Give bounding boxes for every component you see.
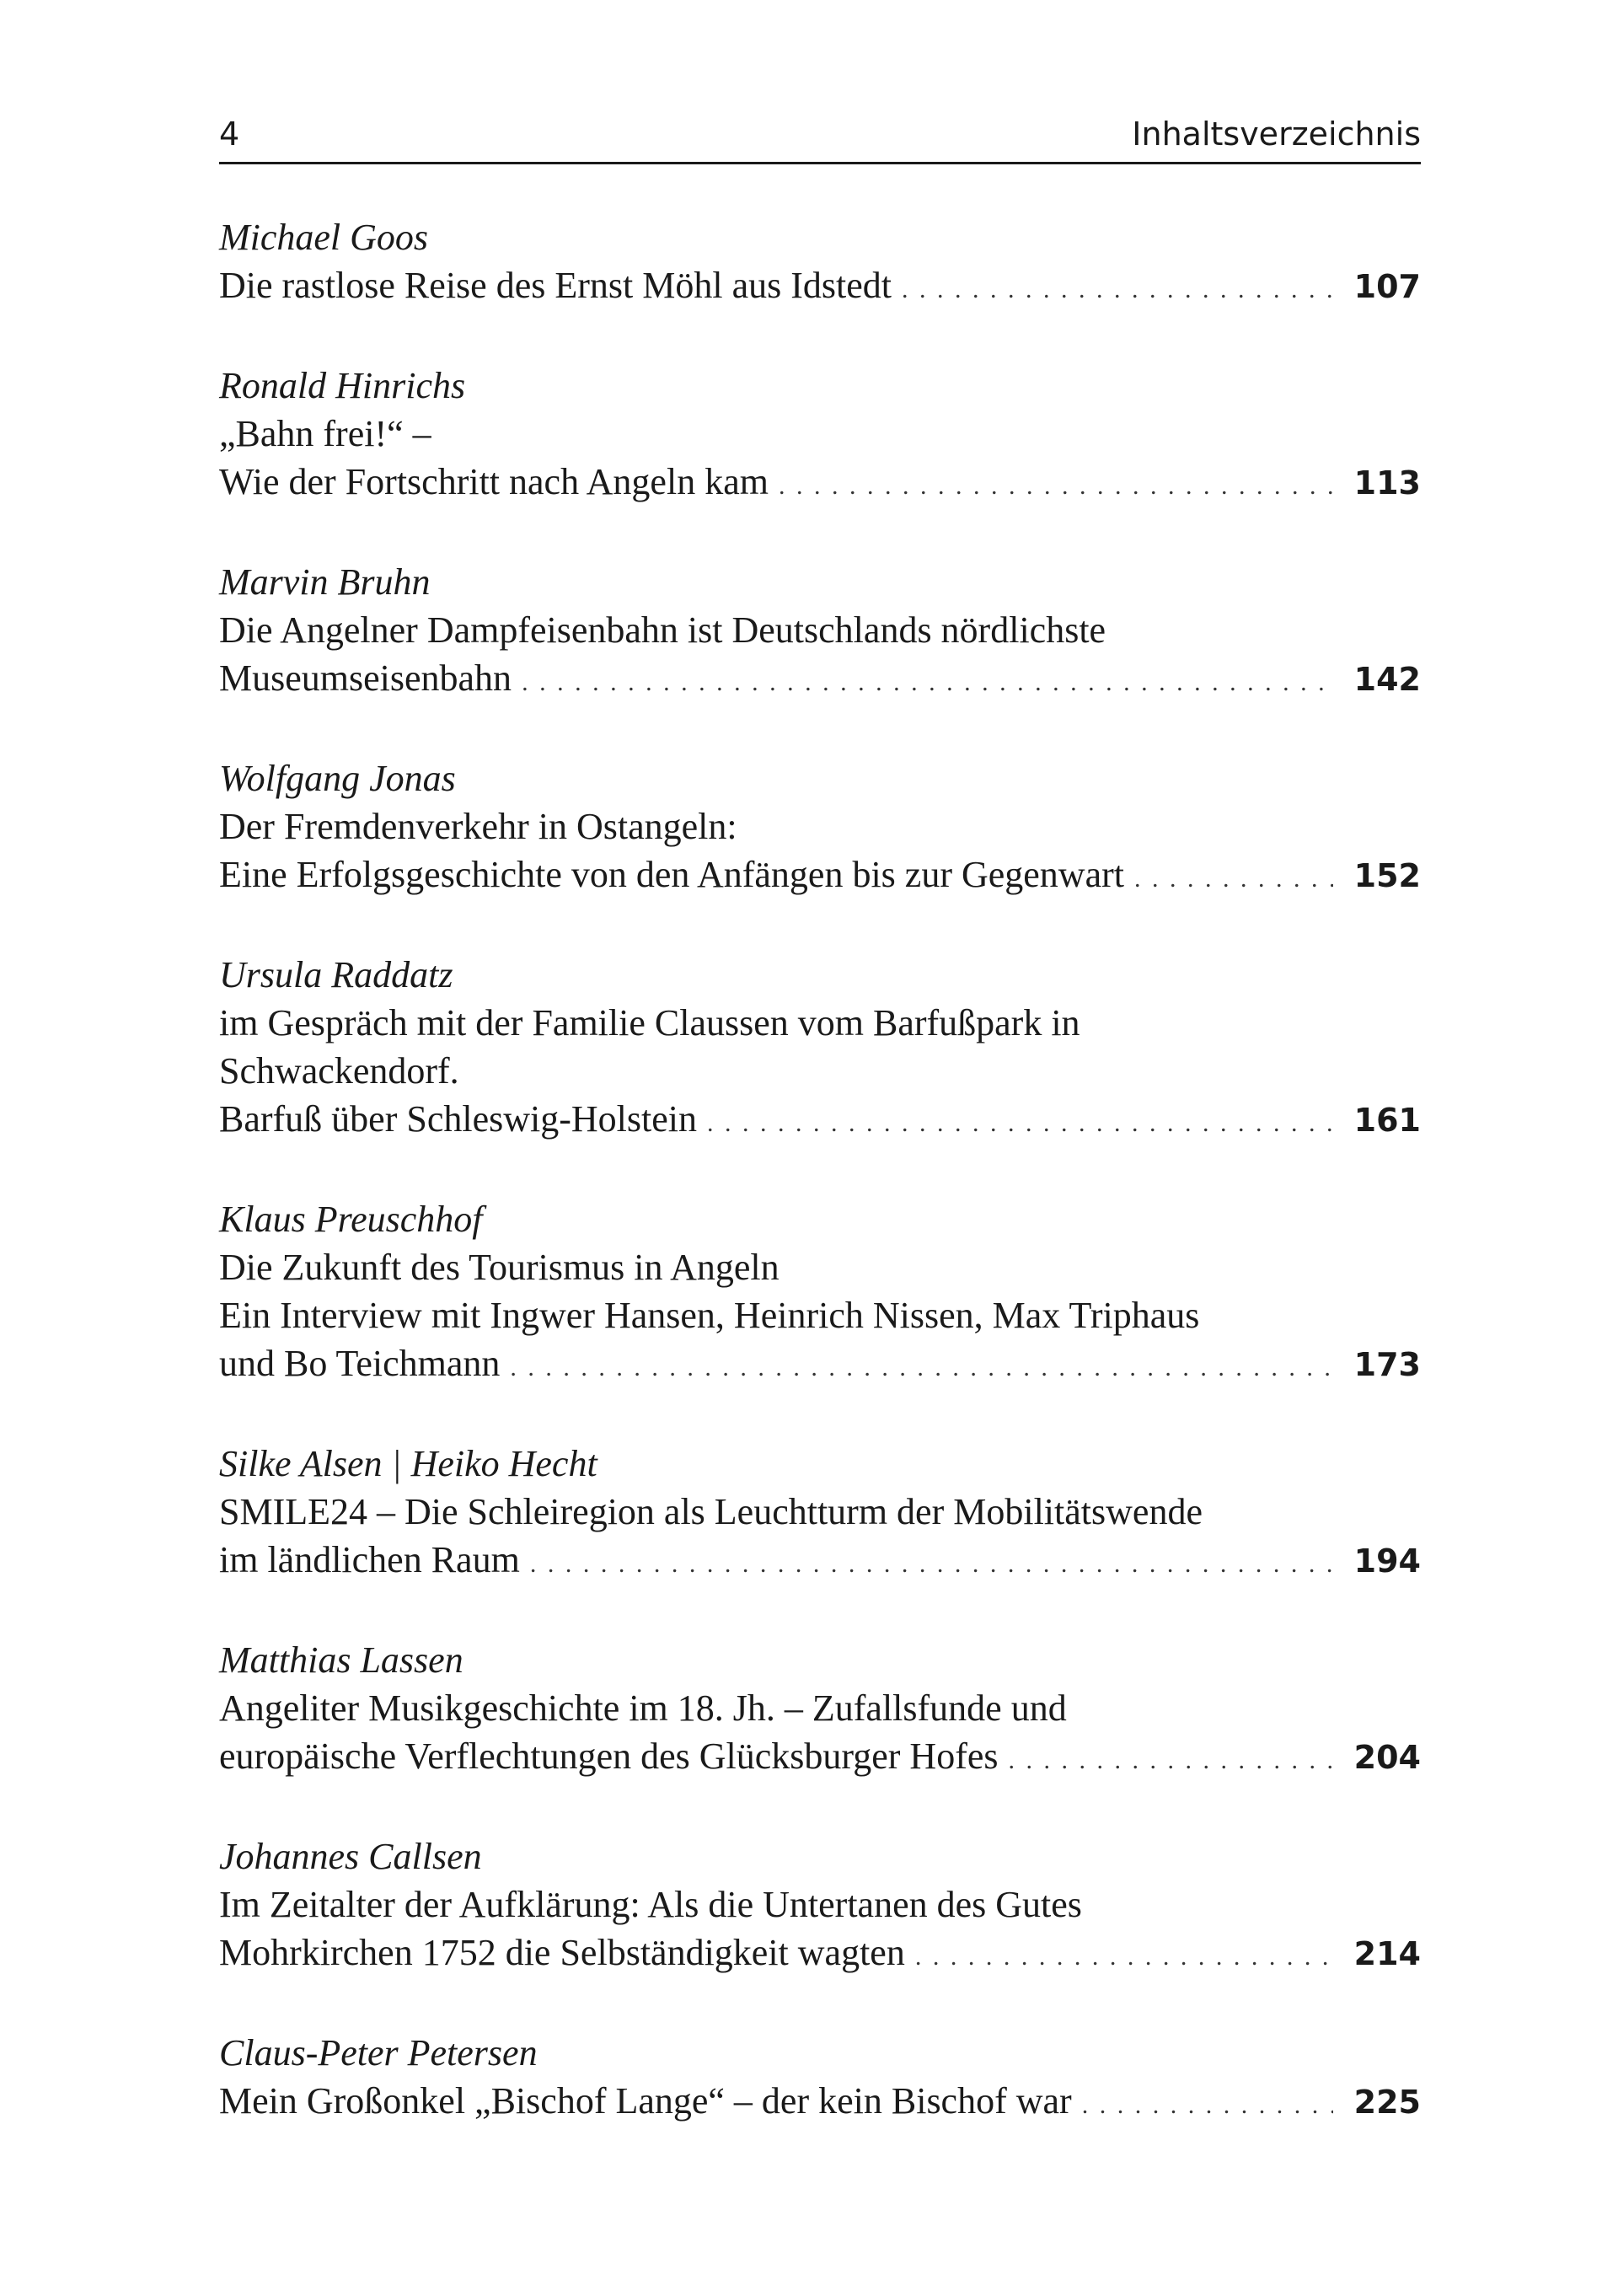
dot-leader [530, 1540, 1333, 1588]
entry-title-line [219, 261, 1421, 314]
entry-author: Michael Goos [219, 217, 429, 258]
entry-title-line [219, 458, 1421, 510]
dot-leader [522, 658, 1333, 706]
toc-entry[interactable] [219, 1440, 1421, 1588]
entry-page-number: 214 [1353, 1935, 1421, 1972]
entry-title-line [219, 1929, 1421, 1981]
toc-page [219, 115, 1421, 2177]
dot-leader [1134, 855, 1333, 903]
dot-leader [1082, 2081, 1333, 2129]
section-title: Inhaltsverzeichnis [1132, 115, 1421, 153]
entry-page-number: 225 [1353, 2084, 1421, 2121]
entry-title: „Bahn frei!“ – [219, 413, 431, 454]
entry-page-number: 173 [1353, 1346, 1421, 1383]
entry-title: Im Zeitalter der Aufklärung: Als die Untertanen des Gutes [219, 1884, 1082, 1925]
toc-entry[interactable] [219, 558, 1421, 706]
entry-author: Klaus Preuschhof [219, 1199, 483, 1240]
entry-title: Ein Interview mit Ingwer Hansen, Heinrich Nissen, Max Triphaus [219, 1295, 1200, 1336]
entry-page-number: 142 [1353, 661, 1421, 698]
entry-page-number: 107 [1353, 268, 1421, 305]
entry-title-line [219, 2077, 1421, 2129]
entry-title: Eine Erfolgsgeschichte von den Anfängen bis zur Gegenwart [219, 854, 1124, 895]
entry-title: SMILE24 – Die Schleiregion als Leuchtturm der Mobilitätswende [219, 1491, 1203, 1532]
entry-page-number: 194 [1353, 1542, 1421, 1580]
entry-title: und Bo Teichmann [219, 1343, 501, 1384]
entry-page-number: 204 [1353, 1739, 1421, 1776]
dot-leader [510, 1344, 1333, 1392]
dot-leader [915, 1933, 1333, 1981]
toc-entry[interactable] [219, 1832, 1421, 1981]
dot-leader [902, 266, 1333, 314]
toc-entry[interactable] [219, 754, 1421, 903]
entry-title: Wie der Fortschritt nach Angeln kam [219, 461, 769, 502]
entry-title-line [219, 1095, 1421, 1147]
toc-entry[interactable] [219, 362, 1421, 510]
entry-author: Johannes Callsen [219, 1836, 482, 1877]
table-of-contents [219, 213, 1421, 2129]
entry-title-line [219, 1339, 1421, 1392]
entry-author: Ronald Hinrichs [219, 365, 466, 406]
toc-entry[interactable] [219, 2029, 1421, 2129]
toc-entry[interactable] [219, 213, 1421, 314]
entry-title-line [219, 1732, 1421, 1784]
dot-leader [707, 1099, 1333, 1147]
entry-title: im Gespräch mit der Familie Claussen vom Barfußpark in [219, 1002, 1080, 1043]
entry-title-line [219, 850, 1421, 903]
entry-title: Museumseisenbahn [219, 657, 512, 699]
entry-title: europäische Verflechtungen des Glücksburger Hofes [219, 1735, 999, 1777]
entry-title-line [219, 1536, 1421, 1588]
running-head [219, 115, 1421, 164]
entry-title: Mohrkirchen 1752 die Selbständigkeit wagten [219, 1932, 905, 1973]
entry-page-number: 152 [1353, 857, 1421, 894]
entry-page-number: 161 [1353, 1102, 1421, 1139]
entry-title: Barfuß über Schleswig-Holstein [219, 1098, 697, 1140]
entry-author: Ursula Raddatz [219, 954, 453, 995]
entry-author: Claus-Peter Petersen [219, 2032, 538, 2073]
entry-title: Der Fremdenverkehr in Ostangeln: [219, 806, 737, 847]
toc-entry[interactable] [219, 1636, 1421, 1784]
entry-author: Wolfgang Jonas [219, 758, 456, 799]
entry-author: Marvin Bruhn [219, 561, 431, 603]
entry-title: Mein Großonkel „Bischof Lange“ – der kein Bischof war [219, 2080, 1072, 2122]
entry-author: Silke Alsen | Heiko Hecht [219, 1443, 597, 1484]
entry-title: Angeliter Musikgeschichte im 18. Jh. – Zufallsfunde und [219, 1687, 1067, 1729]
toc-entry[interactable] [219, 1195, 1421, 1392]
entry-title: Die rastlose Reise des Ernst Möhl aus Idstedt [219, 265, 892, 306]
page-number: 4 [219, 115, 240, 153]
entry-author: Matthias Lassen [219, 1639, 463, 1681]
dot-leader [1009, 1736, 1333, 1784]
entry-title: im ländlichen Raum [219, 1539, 520, 1580]
dot-leader [779, 462, 1333, 510]
entry-title: Die Zukunft des Tourismus in Angeln [219, 1247, 780, 1288]
entry-title-line [219, 654, 1421, 706]
entry-title: Die Angelner Dampfeisenbahn ist Deutschlands nördlichste [219, 609, 1106, 651]
entry-page-number: 113 [1353, 464, 1421, 502]
entry-title: Schwackendorf. [219, 1050, 459, 1092]
toc-entry[interactable] [219, 951, 1421, 1147]
